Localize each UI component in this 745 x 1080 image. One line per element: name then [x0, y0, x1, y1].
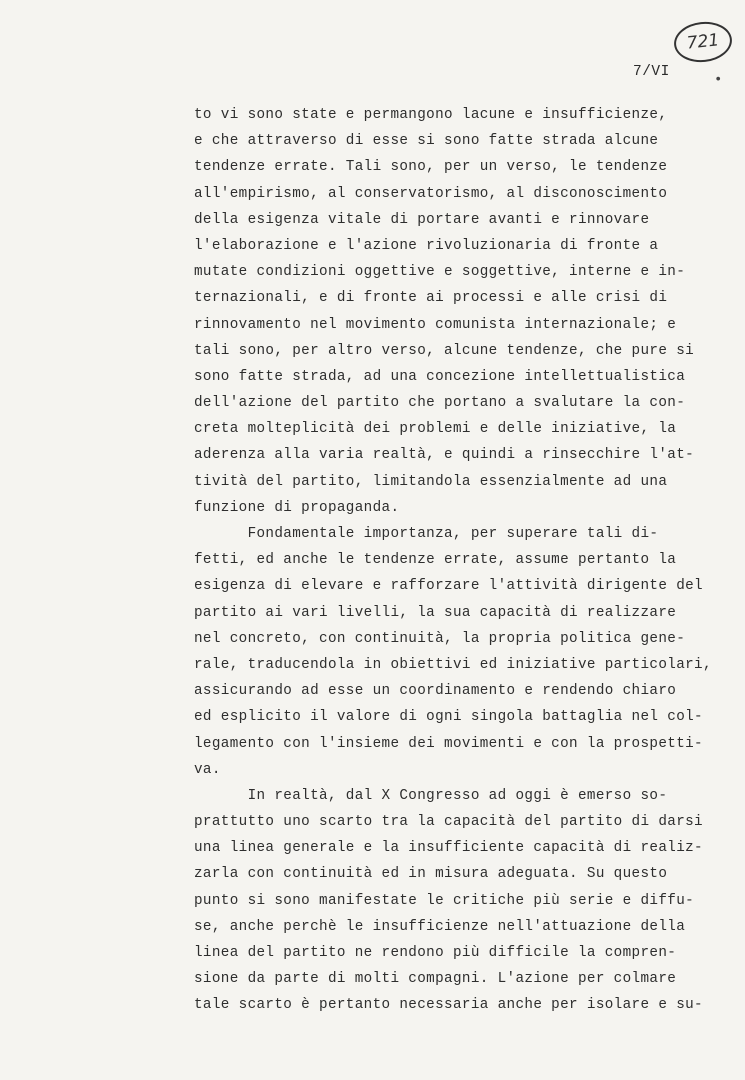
text-line: una linea generale e la insufficiente capacità di realiz-	[194, 840, 703, 857]
text-line: legamento con l'insieme dei movimenti e con la prospetti-	[194, 735, 703, 752]
text-line: tale scarto è pertanto necessaria anche per isolare e su-	[194, 997, 703, 1014]
text-line: In realtà, dal X Congresso ad oggi è emerso so-	[194, 787, 668, 804]
text-line: tali sono, per altro verso, alcune tendenze, che pure si	[194, 342, 695, 359]
text-line: tendenze errate. Tali sono, per un verso, le tendenze	[194, 159, 668, 176]
text-line: se, anche perchè le insufficienze nell'attuazione della	[194, 918, 686, 935]
text-line: linea del partito ne rendono più difficile la compren-	[194, 945, 677, 961]
text-line: all'empirismo, al conservatorismo, al disconoscimento	[194, 185, 668, 202]
text-line: dell'azione del partito che portano a svalutare la con-	[194, 395, 686, 412]
text-line: sione da parte di molti compagni. L'azione per colmare	[194, 971, 677, 988]
text-line: esigenza di elevare e rafforzare l'attività dirigente del	[194, 578, 703, 595]
text-line: prattutto uno scarto tra la capacità del partito di darsi	[194, 814, 703, 831]
archive-stamp	[672, 19, 734, 65]
text-line: e che attraverso di esse si sono fatte strada alcune	[194, 133, 659, 150]
text-line: zarla con continuità ed in misura adeguata. Su questo	[194, 866, 668, 883]
text-line: ed esplicito il valore di ogni singola battaglia nel col-	[194, 709, 703, 726]
margin-mark: •	[714, 72, 723, 88]
text-line: partito ai vari livelli, la sua capacità di realizzare	[194, 604, 677, 621]
text-line: creta molteplicità dei problemi e delle iniziative, la	[194, 421, 677, 438]
text-line: fetti, ed anche le tendenze errate, assume pertanto la	[194, 552, 677, 569]
text-line: ternazionali, e di fronte ai processi e alle crisi di	[194, 290, 668, 307]
text-line: va.	[194, 761, 221, 778]
text-line: Fondamentale importanza, per superare tali di-	[194, 526, 659, 542]
text-line: sono fatte strada, ad una concezione intellettualistica	[194, 368, 686, 385]
text-line: funzione di propaganda.	[194, 499, 400, 516]
text-line: tività del partito, limitandola essenzialmente ad una	[194, 473, 668, 490]
text-line: nel concreto, con continuità, la propria politica gene-	[194, 630, 686, 647]
text-line: to vi sono state e permangono lacune e insufficienze,	[194, 107, 668, 123]
text-line: rinnovamento nel movimento comunista internazionale; e	[194, 316, 677, 333]
page-number: 7/VI	[633, 64, 670, 80]
text-line: rale, traducendola in obiettivi ed iniziative particolari,	[194, 656, 712, 673]
stamp-number: 721	[685, 30, 721, 54]
text-line: della esigenza vitale di portare avanti e rinnovare	[194, 211, 650, 228]
text-line: aderenza alla varia realtà, e quindi a rinsecchire l'at-	[194, 447, 695, 464]
text-line: l'elaborazione e l'azione rivoluzionaria di fronte a	[194, 237, 659, 254]
body-text	[194, 102, 724, 1019]
text-line: punto si sono manifestate le critiche più serie e diffu-	[194, 892, 695, 909]
text-line: assicurando ad esse un coordinamento e rendendo chiaro	[194, 683, 677, 700]
text-line: mutate condizioni oggettive e soggettive, interne e in-	[194, 264, 686, 281]
